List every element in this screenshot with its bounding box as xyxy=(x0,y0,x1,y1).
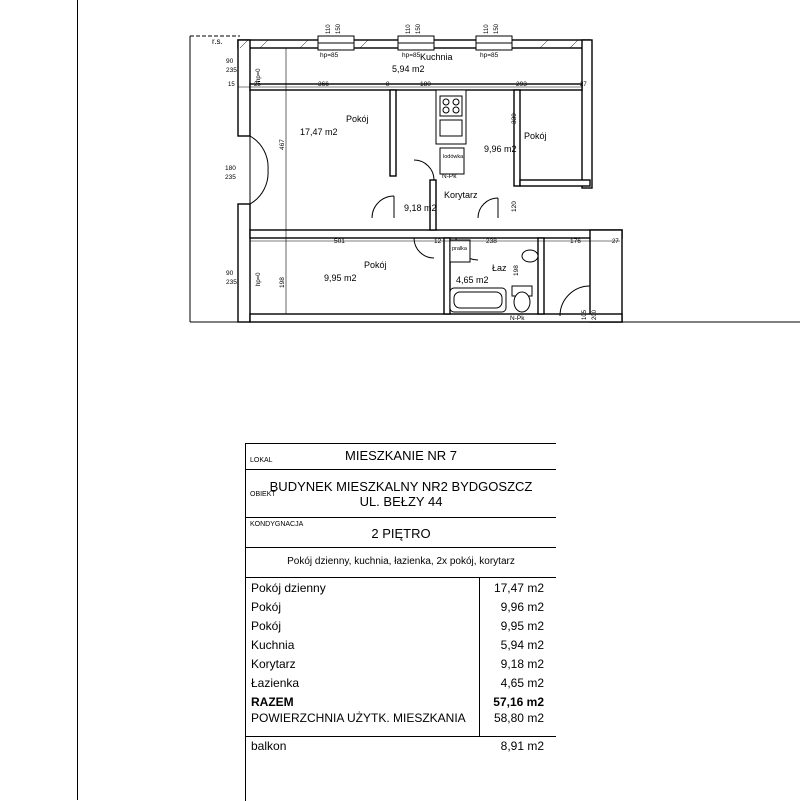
annotation-d27b: 27 xyxy=(612,239,619,245)
area-row xyxy=(246,635,556,654)
annotation-w2: 180 xyxy=(225,165,236,172)
annotation-w2b: 235 xyxy=(225,174,236,181)
area-row xyxy=(246,597,556,616)
room-3-area: 9,96 m2 xyxy=(484,144,517,154)
obiekt-tag: OBIEKT xyxy=(250,491,276,498)
usable-row xyxy=(246,711,556,727)
total-name: RAZEM xyxy=(251,695,294,709)
total-value: 57,16 m2 xyxy=(493,695,544,709)
annotation-d27a: 27 xyxy=(580,82,587,88)
area-row-name: Korytarz xyxy=(251,657,296,671)
annotation-hp85c: hp=85 xyxy=(480,52,499,59)
room-6-area: 4,65 m2 xyxy=(456,275,489,285)
annotation-d339: 339 xyxy=(511,113,518,124)
annotation-pralka: pralka xyxy=(452,246,467,252)
balcony-value: 8,91 m2 xyxy=(500,739,544,753)
room-3-label: Pokój xyxy=(524,131,547,141)
annotation-d25: 25 xyxy=(254,82,261,88)
room-5-area: 9,95 m2 xyxy=(324,273,357,283)
annotation-d15a: 15 xyxy=(228,82,235,88)
annotation-d8: 8 xyxy=(386,82,390,88)
floor-plan-drawing xyxy=(0,0,800,330)
annotation-w1b: 235 xyxy=(226,67,237,74)
area-row-value: 5,94 m2 xyxy=(500,638,544,652)
area-row-value: 9,95 m2 xyxy=(500,619,544,633)
area-row-value: 17,47 m2 xyxy=(493,581,544,595)
area-row-name: Pokój xyxy=(251,600,282,614)
description: Pokój dzienny, kuchnia, łazienka, 2x pokój, korytarz xyxy=(287,556,515,567)
annotation-w3: 90 xyxy=(226,270,234,277)
obiekt-line1: BUDYNEK MIESZKALNY NR2 BYDGOSZCZ xyxy=(269,479,533,494)
annotation-d366: 366 xyxy=(318,81,329,88)
annotation-d180: 180 xyxy=(420,81,431,88)
floor-plan xyxy=(0,0,800,330)
obiekt-line2: UL. BEŁZY 44 xyxy=(359,494,443,509)
lokal-row xyxy=(246,444,556,470)
room-4-area: 9,18 m2 xyxy=(404,203,437,213)
area-row-name: Pokój xyxy=(251,619,282,633)
description-row xyxy=(246,547,556,578)
kondygnacja-value: 2 PIĘTRO xyxy=(371,526,431,541)
obiekt-row xyxy=(246,469,556,518)
room-5-label: Pokój xyxy=(364,260,387,270)
annotation-hp85b: hp=85 xyxy=(402,52,421,59)
annotation-d198b: 198 xyxy=(513,265,520,276)
annotation-b105: 105 xyxy=(582,309,588,320)
area-row-value: 9,96 m2 xyxy=(500,600,544,614)
room-2-label: Kuchnia xyxy=(420,52,453,62)
annotation-top3: 110 xyxy=(484,24,490,34)
annotation-w3b: 235 xyxy=(226,279,237,286)
area-row xyxy=(246,578,556,597)
annotation-npk1: N-Pk xyxy=(442,173,457,180)
annotation-hp85a: hp=85 xyxy=(320,52,339,59)
room-6-label: Łaz xyxy=(492,263,507,273)
annotation-w1: 90 xyxy=(226,58,234,65)
kondygnacja-row xyxy=(246,517,556,548)
annotation-b200: 200 xyxy=(592,309,598,320)
annotation-d12: 12 xyxy=(434,238,442,245)
room-1-area: 17,47 m2 xyxy=(300,127,338,137)
annotation-top2b: 150 xyxy=(416,23,422,34)
area-row-name: Kuchnia xyxy=(251,638,295,652)
area-row xyxy=(246,654,556,673)
annotation-d501: 501 xyxy=(334,238,345,245)
annotation-hp0b: hp=0 xyxy=(256,272,262,286)
annotation-d198a: 198 xyxy=(279,277,286,288)
annotation-hp0a: hp=0 xyxy=(256,68,262,82)
annotation-top3b: 150 xyxy=(494,23,500,34)
usable-value: 58,80 m2 xyxy=(493,711,544,725)
area-row-value: 9,18 m2 xyxy=(500,657,544,671)
annotation-npk2: N-Pk xyxy=(510,315,525,322)
annotation-d293: 293 xyxy=(516,81,527,88)
area-row-name: Pokój dzienny xyxy=(251,581,326,595)
balcony-row xyxy=(246,736,556,755)
area-table xyxy=(246,578,556,727)
kondygnacja-tag: KONDYGNACJA xyxy=(250,521,304,528)
annotation-rs: r.s. xyxy=(212,37,223,46)
room-2-area: 5,94 m2 xyxy=(392,64,425,74)
lokal-tag: LOKAL xyxy=(250,457,273,464)
area-row-name: Łazienka xyxy=(251,676,300,690)
total-row xyxy=(246,692,556,711)
area-row-value: 4,65 m2 xyxy=(500,676,544,690)
annotation-d238: 238 xyxy=(486,238,497,245)
apartment-info-table xyxy=(245,443,556,801)
annotation-lodowka: lodówka xyxy=(443,154,464,160)
usable-name: POWIERZCHNIA UŻYTK. MIESZKANIA xyxy=(251,711,466,725)
balcony-name: balkon xyxy=(251,739,287,753)
annotation-top1b: 150 xyxy=(336,23,342,34)
annotation-top1: 110 xyxy=(326,24,332,34)
room-1-label: Pokój xyxy=(346,114,369,124)
annotation-d176: 176 xyxy=(570,238,581,245)
area-row xyxy=(246,616,556,635)
annotation-d120: 120 xyxy=(511,201,518,212)
area-row xyxy=(246,673,556,692)
room-4-label: Korytarz xyxy=(444,190,478,200)
lokal-value: MIESZKANIE NR 7 xyxy=(345,448,457,463)
annotation-d467: 467 xyxy=(279,139,286,150)
annotation-top2: 110 xyxy=(406,24,412,34)
